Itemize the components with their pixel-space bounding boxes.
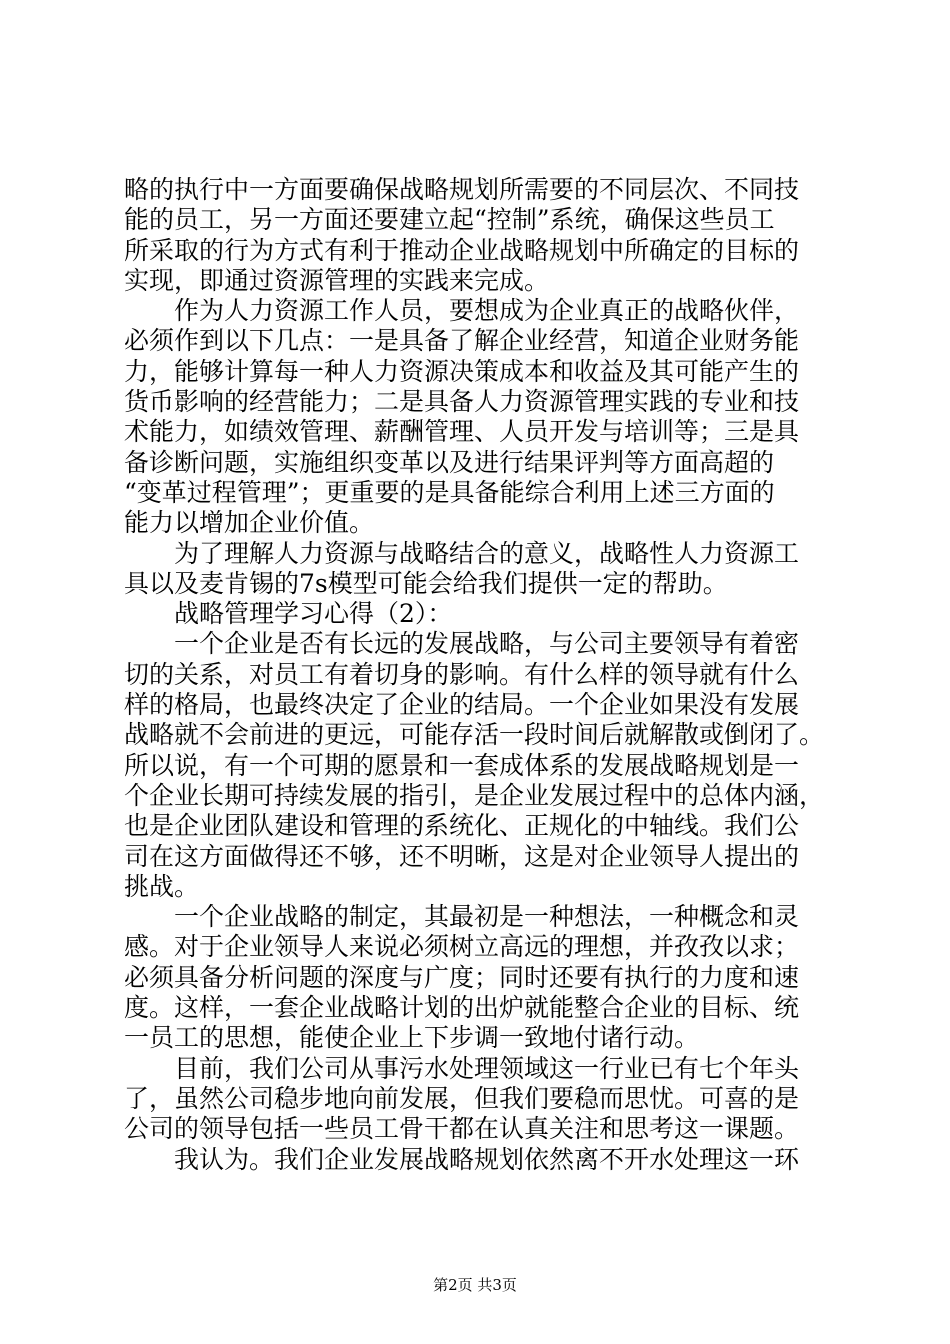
text-line: 一员工的思想，能使企业上下步调一致地付诸行动。 [124, 1023, 700, 1053]
text-line: 货币影响的经营能力；二是具备人力资源管理实践的专业和技 [124, 387, 800, 417]
text-line: “变革过程管理”；更重要的是具备能综合利用上述三方面的 [124, 477, 775, 507]
text-line: 力，能够计算每一种人力资源决策成本和收益及其可能产生的 [124, 356, 800, 386]
text-line: 了，虽然公司稳步地向前发展，但我们要稳而思忧。可喜的是 [124, 1083, 800, 1113]
text-line: 必须作到以下几点：一是具备了解企业经营，知道企业财务能 [124, 326, 800, 356]
document-body [124, 175, 844, 1175]
text-line: 样的格局，也最终决定了企业的结局。一个企业如果没有发展 [124, 690, 800, 720]
text-line: 感。对于企业领导人来说必须树立高远的理想，并孜孜以求； [124, 932, 800, 962]
text-line: 实现，即通过资源管理的实践来完成。 [124, 265, 550, 295]
text-line: 我认为。我们企业发展战略规划依然离不开水处理这一环 [124, 1144, 800, 1174]
text-line: 所以说，有一个可期的愿景和一套成体系的发展战略规划是一 [124, 750, 800, 780]
text-line: 一个企业是否有长远的发展战略，与公司主要领导有着密 [124, 629, 800, 659]
text-line: 也是企业团队建设和管理的系统化、正规化的中轴线。我们公 [124, 811, 800, 841]
text-line: 所采取的行为方式有利于推动企业战略规划中所确定的目标的 [124, 235, 800, 265]
text-line: 切的关系，对员工有着切身的影响。有什么样的领导就有什么 [124, 659, 800, 689]
text-line: 能力以增加企业价值。 [124, 508, 375, 538]
text-line: 必须具备分析问题的深度与广度；同时还要有执行的力度和速 [124, 962, 800, 992]
page-footer: 第2页 共3页 [433, 1276, 517, 1294]
text-line: 司在这方面做得还不够，还不明晰，这是对企业领导人提出的 [124, 841, 800, 871]
text-line: 挑战。 [124, 871, 200, 901]
text-line: 战略就不会前进的更远，可能存活一段时间后就解散或倒闭了。 [124, 720, 825, 750]
text-line: 略的执行中一方面要确保战略规划所需要的不同层次、不同技 [124, 175, 800, 204]
text-line: 能的员工，另一方面还要建立起“控制”系统，确保这些员工 [124, 205, 775, 235]
text-line: 备诊断问题，实施组织变革以及进行结果评判等方面高超的 [124, 447, 775, 477]
text-line: 公司的领导包括一些员工骨干都在认真关注和思考这一课题。 [124, 1114, 800, 1144]
text-line: 作为人力资源工作人员，要想成为企业真正的战略伙伴， [124, 296, 800, 326]
text-line: 具以及麦肯锡的7s模型可能会给我们提供一定的帮助。 [124, 568, 728, 598]
text-line: 一个企业战略的制定，其最初是一种想法，一种概念和灵 [124, 902, 800, 932]
text-line: 战略管理学习心得（2）： [124, 599, 453, 629]
text-line: 度。这样，一套企业战略计划的出炉就能整合企业的目标、统 [124, 993, 800, 1023]
text-line: 目前，我们公司从事污水处理领域这一行业已有七个年头 [124, 1053, 800, 1083]
text-line: 个企业长期可持续发展的指引，是企业发展过程中的总体内涵， [124, 780, 825, 810]
text-line: 为了理解人力资源与战略结合的意义，战略性人力资源工 [124, 538, 800, 568]
text-line: 术能力，如绩效管理、薪酬管理、人员开发与培训等；三是具 [124, 417, 800, 447]
